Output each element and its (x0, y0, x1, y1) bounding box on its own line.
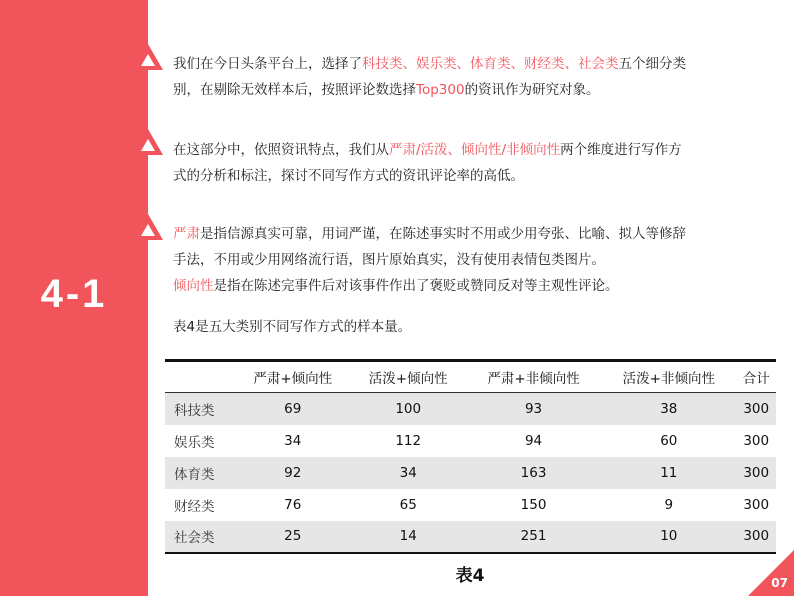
table-cell: 60 (660, 432, 678, 449)
paragraph-line (173, 163, 773, 189)
row-header-cell: 娱乐类 (174, 434, 215, 451)
body-text: 在这部分中，依照资讯特点，我们从 (173, 142, 389, 158)
table-cell: 11 (601, 457, 736, 489)
table-cell: 112 (395, 432, 422, 449)
body-text: 式的分析和标注，探讨不同写作方式的资讯评论率的高低。 (173, 168, 524, 184)
table-cell: 93 (466, 393, 601, 425)
table-row (165, 489, 776, 521)
body-text: 是指在陈述完事件后对该事件作出了褒贬或赞同反对等主观性评论。 (213, 278, 619, 294)
table-row (165, 393, 776, 425)
highlight-text: 科技类、娱乐类、体育类、财经类、社会类 (362, 56, 619, 72)
paragraph-line (173, 51, 773, 77)
highlight-text: 严肃/活泼、倾向性/非倾向性 (389, 142, 561, 158)
table-cell: 300 (736, 393, 776, 425)
table-cell: 94 (524, 432, 543, 449)
body-text: 是指信源真实可靠，用词严谨，在陈述事实时不用或少用夸张、比喻、拟人等修辞 (200, 226, 686, 242)
triangle-bullet-icon (133, 44, 163, 70)
table-cell: 300 (736, 457, 776, 489)
body-text: 手法，不用或少用网络流行语，图片原始真实，没有使用表情包类图片。 (173, 252, 605, 268)
table-cell: 14 (350, 521, 465, 553)
paragraph-line (173, 137, 773, 163)
table-body (165, 393, 776, 553)
table-cell: 251 (466, 521, 601, 553)
table-row (165, 457, 776, 489)
row-header-cell: 体育类 (165, 457, 235, 489)
body-text: 别，在剔除无效样本后，按照评论数选择 (173, 82, 416, 98)
table-cell: 38 (601, 393, 736, 425)
table-cell: 300 (743, 496, 770, 513)
body-text: 两个维度进行写作方 (560, 142, 682, 158)
highlight-text: 倾向性 (173, 278, 214, 294)
table-cell: 25 (235, 521, 350, 553)
column-header: 活泼+倾向性 (350, 361, 465, 393)
column-header: 严肃+倾向性 (235, 361, 350, 393)
sample-size-table (165, 359, 776, 554)
highlight-text: 严肃 (173, 226, 200, 242)
column-header: 合计 (736, 361, 776, 393)
body-text: 的资讯作为研究对象。 (464, 82, 600, 98)
column-header: 严肃+非倾向性 (466, 361, 601, 393)
table-cell: 65 (399, 496, 417, 513)
row-header-cell: 社会类 (165, 521, 235, 553)
table-caption: 表4 (455, 566, 485, 586)
table-cell: 76 (284, 496, 302, 513)
triangle-bullet-icon (133, 129, 163, 155)
highlight-text: Top300 (416, 82, 465, 98)
table-cell: 300 (736, 521, 776, 553)
row-header-cell: 财经类 (174, 498, 215, 515)
table-cell: 9 (664, 496, 674, 513)
table-cell: 34 (350, 457, 465, 489)
section-number: 4-1 (40, 272, 108, 316)
paragraph-line (173, 221, 773, 247)
paragraph-sample-selection (173, 51, 773, 103)
table-row (165, 521, 776, 553)
row-header-cell: 科技类 (165, 393, 235, 425)
table-row (165, 425, 776, 457)
table-cell: 69 (235, 393, 350, 425)
table-cell: 300 (743, 432, 770, 449)
paragraph-line (173, 273, 773, 299)
paragraph-definitions (173, 221, 773, 299)
paragraph-line (173, 247, 773, 273)
paragraph-dimensions (173, 137, 773, 189)
table-cell: 34 (284, 432, 302, 449)
triangle-bullet-icon (133, 214, 163, 240)
page-number: 07 (771, 576, 788, 590)
paragraph-line (173, 77, 773, 103)
body-text: 五个细分类 (618, 56, 686, 72)
table-cell: 100 (350, 393, 465, 425)
table-cell: 10 (601, 521, 736, 553)
table-header-row (165, 361, 776, 393)
table-cell: 92 (235, 457, 350, 489)
table-cell: 163 (466, 457, 601, 489)
column-header: 活泼+非倾向性 (601, 361, 736, 393)
column-header (165, 361, 235, 393)
table-cell: 150 (520, 496, 547, 513)
table-intro: 表4是五大类别不同写作方式的样本量。 (173, 319, 412, 335)
body-text: 我们在今日头条平台上，选择了 (173, 56, 362, 72)
